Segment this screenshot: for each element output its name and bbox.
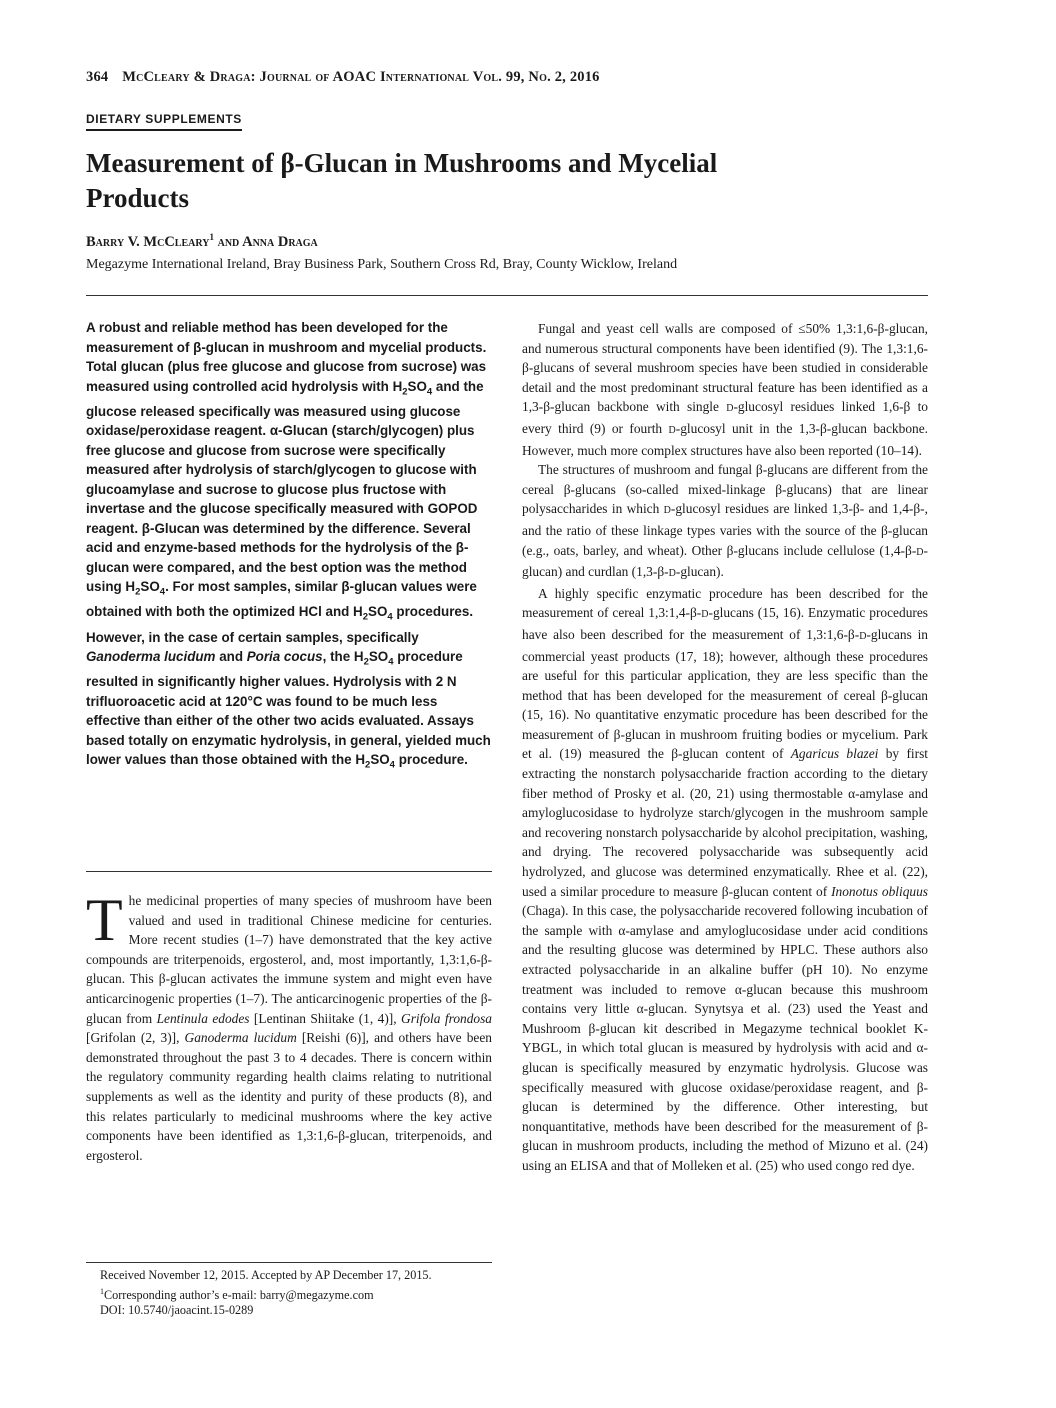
abstract-text: SO (368, 604, 388, 620)
abstract-text: and the glucose released specifically was measured using glucose oxidase/peroxidase reagent. α-Glucan (starch/glycogen) plus free glucose and glucose from sucrose were specifically measured after hydrolysis of starch/glycogen to glucose with glucoamylase and sucrose to glucose plus fructose with invertase and the glucose specifically measured with GOPOD reagent. β-Glucan was determined by the difference. Several acid and enzyme-based methods for the hydrolysis of the β-glucan were compared, and the best option was the method using H (86, 378, 484, 595)
subscript: 4 (389, 759, 395, 771)
subscript: 2 (402, 386, 408, 398)
subscript: 2 (135, 586, 141, 598)
body-text: Fungal and yeast cell walls are composed of ≤50% 1,3:1,6-β-glucan, and numerous structural components have been identified (9). The 1,3:1,6-β-glucans of several mushroom species have been studied in considerable detail and the most predominant structural feature has been identified as a 1,3-β-glucan backbone with single (522, 321, 928, 415)
d-prefix: D (668, 568, 676, 580)
abstract-text: and (215, 649, 247, 665)
article-title: Measurement of β-Glucan in Mushrooms and Mycelial Products (86, 148, 718, 213)
abstract-text: SO (407, 378, 427, 394)
subscript: 2 (363, 656, 369, 668)
species-name: Lentinula edodes (156, 1010, 250, 1026)
body-text: -glucan). (675, 564, 724, 580)
species-name: Ganoderma lucidum (184, 1030, 297, 1046)
received-date: Received November 12, 2015. Accepted by AP December 17, 2015. (100, 1268, 432, 1282)
d-prefix: D (663, 505, 671, 517)
abstract-text: SO (370, 752, 390, 768)
species-name: Agaricus blazei (790, 746, 879, 762)
abstract-text: , the H (322, 649, 364, 665)
header-divider (86, 295, 928, 296)
d-prefix: D (726, 403, 734, 415)
footnote-mark: 1 (100, 1286, 104, 1296)
body-text: [Grifolan (2, 3)], (86, 1030, 185, 1046)
body-text: -glucans in commercial yeast products (17, 18); however, although these procedures are useful for this particular application, they are less specific than the method that has been developed for the measurement of cereal β-glucan (15, 16). No quantitative enzymatic procedure has been described for the measurement of β-glucan in mushroom fruiting bodies or mycelium. Park et al. (19) measured the β-glucan content of (522, 626, 928, 762)
species-name: Inonotus obliquus (831, 883, 928, 899)
abstract-text: SO (368, 649, 389, 665)
species-name: Grifola frondosa (401, 1010, 493, 1026)
body-text: A highly specific enzymatic procedure has been described for the measurement of cereal 1,3:1,4-β- (522, 585, 928, 621)
subscript: 4 (426, 386, 433, 398)
corresponding-author (100, 1284, 492, 1304)
subscript: 4 (388, 656, 394, 668)
body-paragraph (522, 460, 928, 584)
body-paragraph (522, 319, 928, 460)
body-text: -glucosyl residues linked 1,6-β to every third (9) or fourth (522, 399, 928, 436)
abstract-text: . For most samples, similar β-glucan values were obtained with both the optimized HCl and H (86, 579, 477, 620)
footnotes (100, 1268, 492, 1319)
body-text: -glucan) and curdlan (1,3-β- (522, 542, 928, 580)
corresponding-email: Corresponding author’s e-mail: barry@megazyme.com (104, 1287, 374, 1302)
abstract-text: procedure. (394, 752, 468, 768)
d-prefix: D (701, 609, 709, 621)
intro-paragraph (86, 887, 493, 1165)
body-text: (Chaga). In this case, the polysaccharide recovered following incubation of the sample with α-amylase and amyloglucosidase under acid conditions and the resulting glucose was determined by HPLC. These authors also extracted polysaccharide in an alkaline buffer (pH 10). No enzyme treatment was included to remove α-glucan because this mushroom contains very little α-glucan. Synytsya et al. (23) used the Yeast and Mushroom β-glucan kit described in Megazyme technical booklet K-YBGL, in which total glucan is measured by hydrolysis with acid and α-glucan is specifically measured by enzymatic hydrolysis. Glucose was specifically measured with glucose oxidase/peroxidase reagent, and β-glucan is determined by the difference. Other interesting, but nonquantitative, methods have been described for the measurement of β-glucan in mushroom products, including the method of Mizuno et al. (24) using an ELISA and that of Molleken et al. (25) who used congo red dye. (522, 903, 928, 1173)
running-title: McCleary & Draga: Journal of AOAC International Vol. 99, No. 2, 2016 (122, 69, 600, 85)
subscript: 2 (365, 759, 371, 771)
d-prefix: D (859, 630, 867, 642)
affiliation: Megazyme International Ireland, Bray Business Park, Southern Cross Rd, Bray, County Wicklow, Ireland (86, 257, 678, 272)
footnote-divider (86, 1262, 492, 1263)
body-text: by first extracting the nonstarch polysaccharide fraction according to the dietary fiber method of Prosky et al. (20, 21) using thermostable α-amylase and amyloglucosidase to hydrolyze starch/glycogen in the mushroom sample and recovering nonstarch polysaccharide by alcohol precipitation, washing, and drying. The recovered polysaccharide was subsequently acid hydrolyzed, and glucose was determined enzymatically. Rhee et al. (22), used a similar procedure to measure β-glucan content of (522, 746, 929, 899)
doi: DOI: 10.5740/jaoacint.15-0289 (100, 1303, 254, 1318)
author-line (86, 232, 318, 251)
author-connector: and (213, 233, 243, 250)
body-paragraph (522, 584, 928, 1176)
section-label: DIETARY SUPPLEMENTS (86, 112, 242, 131)
running-head (86, 69, 600, 86)
subscript: 4 (387, 612, 393, 624)
second-author: Anna Draga (242, 233, 318, 250)
body-text: [Reishi (6)], and others have been demonstrated throughout the past 3 to 4 decades. There is concern within the regulatory community regarding health claims relating to nutritional supplements as well as the identity and purity of these products (8), and this relates particularly to medicinal mushrooms where the key active components have been identified as 1,3:1,6-β-glucan, triterpenoids, and ergosterol. (86, 1030, 492, 1163)
d-prefix: D (916, 546, 924, 558)
drop-cap: T (86, 887, 123, 953)
species-name: Ganoderma lucidum (86, 649, 216, 665)
subscript: 4 (159, 586, 166, 598)
body-text: -glucosyl residues are linked 1,3-β- and 1,4-β-, and the ratio of these linkage types varies with the source of the β-glucan (e.g., oats, barley, and wheat). Other β-glucans include cellulose (1,4-β- (522, 501, 928, 558)
abstract-text: procedure resulted in significantly higher values. Hydrolysis with 2 N trifluoroacetic acid at 120°C was found to be much less effective than either of the other two acids evaluated. Assays based totally on enzymatic hydrolysis, in general, yielded much lower values than those obtained with the H (86, 649, 491, 768)
abstract-divider (86, 871, 492, 872)
body-text: -glucans (15, 16). Enzymatic procedures have also been described for the measurement of 1,3:1,6-β- (522, 605, 928, 642)
body-text: [Lentinan Shiitake (1, 4)], (249, 1010, 402, 1026)
species-name: Poria cocus (246, 649, 323, 665)
body-text: -glucosyl unit in the 1,3-β-glucan backbone. However, much more complex structures have also been reported (10–14). (522, 420, 928, 458)
abstract-text: procedures. However, in the case of certain samples, specifically (86, 604, 474, 645)
abstract-text: SO (140, 579, 160, 595)
body-text: The structures of mushroom and fungal β-glucans are different from the cereal β-glucans (so-called mixed-linkage β-glucans) that are linear polysaccharides in which (522, 462, 928, 517)
author-footnote-mark: 1 (209, 232, 214, 242)
abstract-text: A robust and reliable method has been developed for the measurement of β-glucan in mushroom and mycelial products. Total glucan (plus free glucose and glucose from sucrose) was measured using controlled acid hydrolysis with H (86, 320, 487, 394)
body-text: he medicinal properties of many species of mushroom have been valued and used in traditional Chinese medicine for centuries. More recent studies (1–7) have demonstrated that the key active compounds are triterpenoids, ergosterol, and, most importantly, 1,3:1,6-β-glucan. This β-glucan activates the immune system and might even have anticarcinogenic properties (1–7). The anticarcinogenic properties of the β-glucan from (86, 893, 492, 1026)
subscript: 2 (362, 612, 369, 624)
abstract (86, 318, 492, 775)
page-number: 364 (86, 69, 109, 85)
first-author: Barry V. McCleary (86, 233, 210, 250)
right-column (522, 319, 928, 1176)
d-prefix: D (668, 424, 676, 436)
